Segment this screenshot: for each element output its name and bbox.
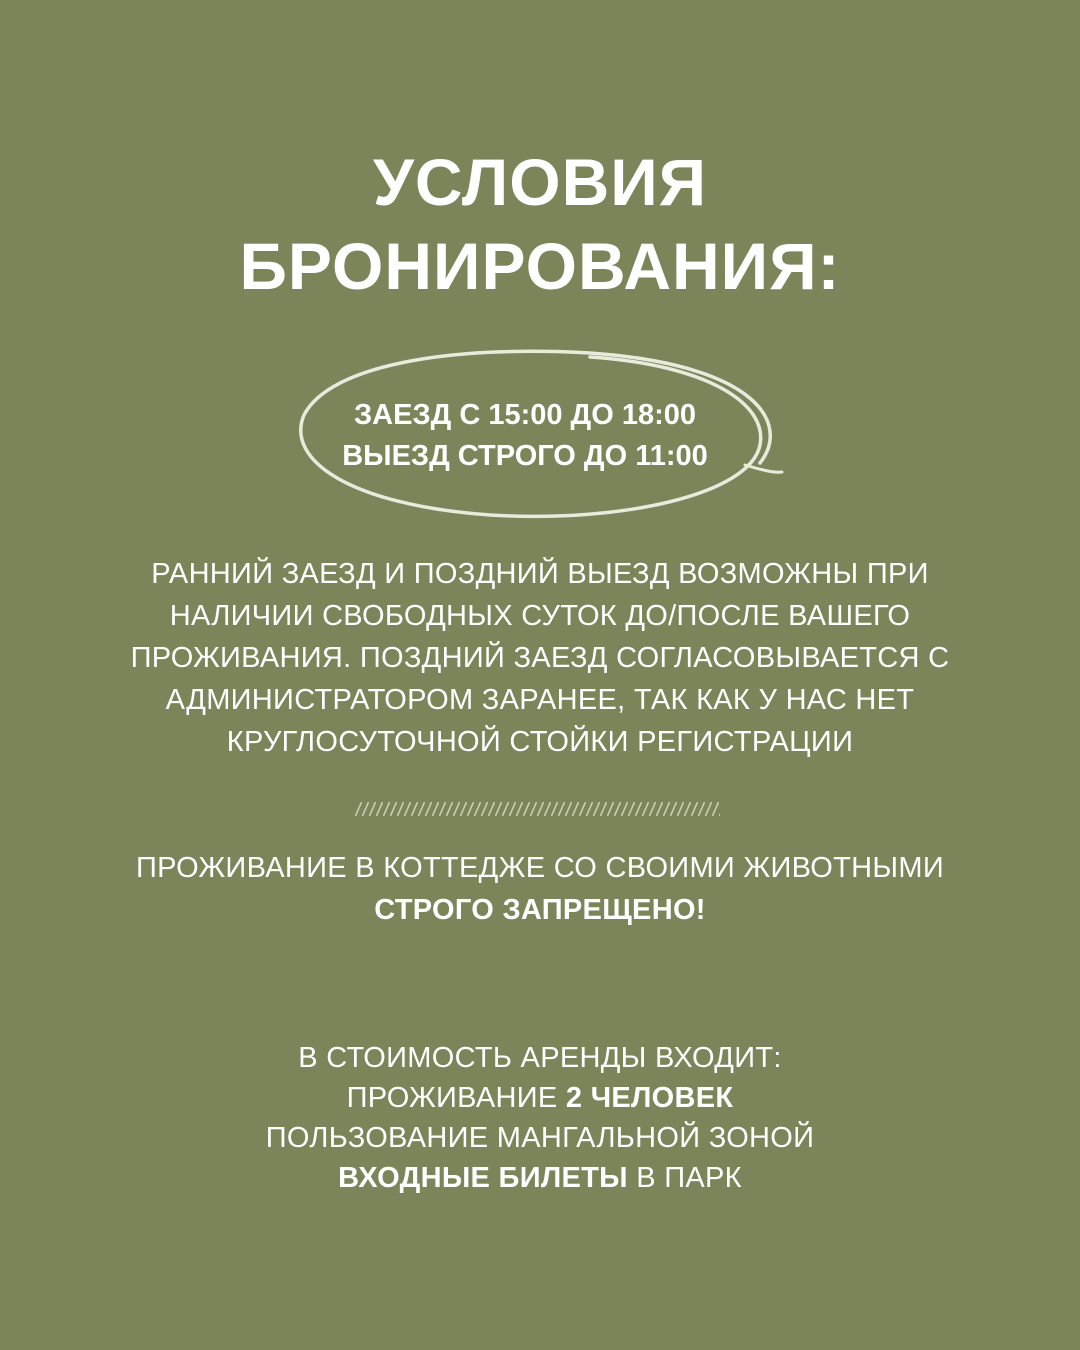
includes-item-guests-prefix: ПРОЖИВАНИЕ bbox=[346, 1082, 566, 1114]
includes-item-tickets bbox=[0, 1158, 1080, 1198]
hatched-divider-icon bbox=[355, 800, 720, 818]
includes-item-tickets-bold: ВХОДНЫЕ БИЛЕТЫ bbox=[338, 1162, 628, 1194]
early-late-line-5: КРУГЛОСУТОЧНОЙ СТОЙКИ РЕГИСТРАЦИИ bbox=[226, 726, 854, 758]
early-late-line-1: РАННИЙ ЗАЕЗД И ПОЗДНИЙ ВЫЕЗД ВОЗМОЖНЫ ПРИ bbox=[151, 558, 929, 590]
includes-item-guests-bold: 2 ЧЕЛОВЕК bbox=[565, 1082, 734, 1114]
title-line-2: БРОНИРОВАНИЯ: bbox=[239, 229, 841, 303]
checkout-time: ВЫЕЗД СТРОГО ДО 11:00 bbox=[342, 440, 708, 472]
includes-item-grill: ПОЛЬЗОВАНИЕ МАНГАЛЬНОЙ ЗОНОЙ bbox=[265, 1122, 815, 1154]
early-late-line-4: АДМИНИСТРАТОРОМ ЗАРАНЕЕ, ТАК КАК У НАС НЕТ bbox=[165, 684, 915, 716]
pets-forbidden bbox=[0, 889, 1080, 931]
pets-forbidden-bold: СТРОГО ЗАПРЕЩЕНО! bbox=[374, 894, 706, 926]
pets-policy bbox=[0, 847, 1080, 931]
includes-item-tickets-suffix: В ПАРК bbox=[627, 1162, 742, 1194]
checkin-time: ЗАЕЗД С 15:00 ДО 18:00 bbox=[353, 399, 696, 431]
early-late-line-3: ПРОЖИВАНИЯ. ПОЗДНИЙ ЗАЕЗД СОГЛАСОВЫВАЕТСЯ С bbox=[130, 642, 950, 674]
early-late-info bbox=[0, 553, 1080, 763]
checkin-checkout-highlight bbox=[290, 345, 790, 525]
early-late-line-2: НАЛИЧИИ СВОБОДНЫХ СУТОК ДО/ПОСЛЕ ВАШЕГО bbox=[169, 600, 911, 632]
includes-heading: В СТОИМОСТЬ АРЕНДЫ ВХОДИТ: bbox=[298, 1042, 782, 1074]
price-includes bbox=[0, 1038, 1080, 1198]
pets-line: ПРОЖИВАНИЕ В КОТТЕДЖЕ СО СВОИМИ ЖИВОТНЫМИ bbox=[135, 852, 944, 884]
includes-item-guests bbox=[0, 1078, 1080, 1118]
title-line-1: УСЛОВИЯ bbox=[372, 145, 708, 219]
page-title bbox=[0, 140, 1080, 308]
times-text bbox=[290, 395, 760, 477]
